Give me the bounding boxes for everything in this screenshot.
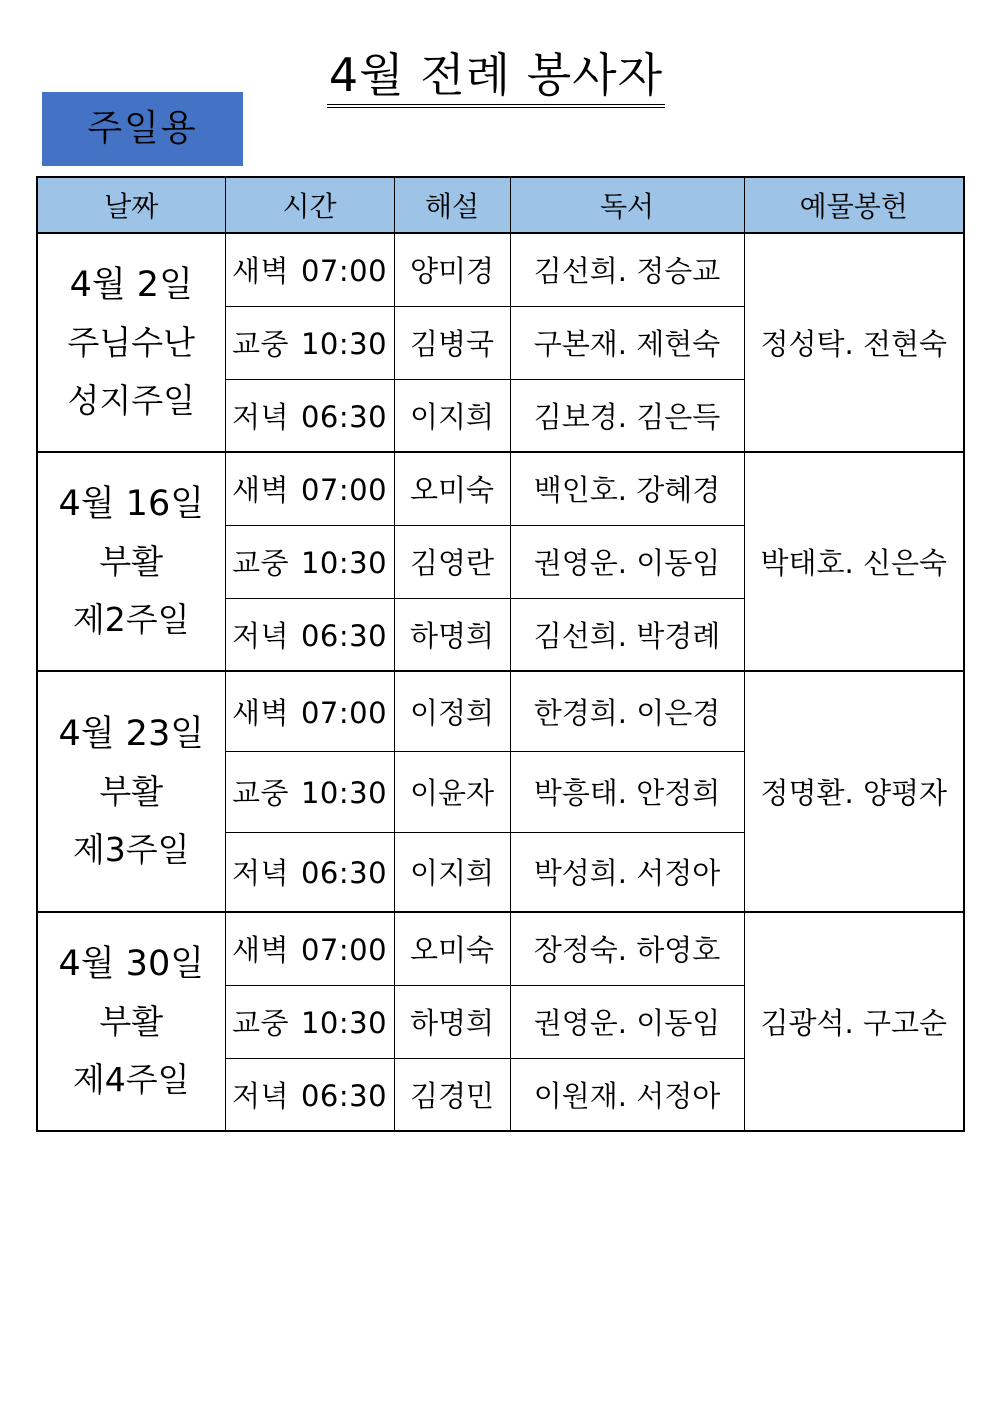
readers-cell: 권영운. 이동임 bbox=[510, 985, 744, 1058]
time-cell bbox=[225, 233, 394, 306]
time-cell bbox=[225, 912, 394, 985]
time-slot: 교중 bbox=[231, 1006, 289, 1040]
commentator-cell: 하명희 bbox=[394, 985, 510, 1058]
time-slot: 교중 bbox=[231, 327, 289, 361]
readers-cell: 박흥태. 안정희 bbox=[510, 751, 744, 832]
readers-cell: 백인호. 강혜경 bbox=[510, 452, 744, 525]
header-date: 날짜 bbox=[37, 177, 225, 233]
time-value: 10:30 bbox=[300, 327, 388, 361]
readers-cell: 김선희. 박경례 bbox=[510, 598, 744, 671]
page-title-text: 4월 전례 봉사자 bbox=[327, 48, 665, 108]
date-cell bbox=[37, 671, 225, 912]
time-value: 06:30 bbox=[300, 856, 388, 891]
commentator-cell: 이정희 bbox=[394, 671, 510, 751]
commentator-cell: 이지희 bbox=[394, 832, 510, 912]
date-label: 4월 16일 bbox=[58, 483, 205, 524]
time-value: 06:30 bbox=[300, 618, 388, 653]
time-value: 10:30 bbox=[300, 1006, 388, 1040]
commentator-cell: 하명희 bbox=[394, 598, 510, 671]
time-slot: 저녁 bbox=[231, 1078, 289, 1113]
offering-cell: 박태호. 신은숙 bbox=[744, 452, 964, 671]
time-value: 07:00 bbox=[300, 695, 388, 730]
header-row bbox=[37, 177, 964, 233]
header-readers: 독서 bbox=[510, 177, 744, 233]
readers-cell: 구본재. 제현숙 bbox=[510, 306, 744, 379]
date-label: 4월 2일 bbox=[69, 264, 193, 305]
feast-line-2: 제4주일 bbox=[72, 1059, 190, 1099]
time-value: 07:00 bbox=[300, 254, 388, 289]
time-slot: 교중 bbox=[231, 776, 289, 810]
time-value: 06:30 bbox=[300, 1078, 388, 1113]
feast-line-1: 부활 bbox=[99, 771, 164, 811]
time-slot: 새벽 bbox=[231, 473, 289, 508]
commentator-cell: 이윤자 bbox=[394, 751, 510, 832]
date-label: 4월 23일 bbox=[58, 713, 205, 754]
readers-cell: 권영운. 이동임 bbox=[510, 525, 744, 598]
time-slot: 교중 bbox=[231, 546, 289, 580]
commentator-cell: 김경민 bbox=[394, 1058, 510, 1131]
time-cell bbox=[225, 985, 394, 1058]
readers-cell: 박성희. 서정아 bbox=[510, 832, 744, 912]
commentator-cell: 오미숙 bbox=[394, 452, 510, 525]
time-slot: 새벽 bbox=[231, 254, 289, 289]
table-row bbox=[37, 912, 964, 985]
time-cell bbox=[225, 832, 394, 912]
offering-cell: 정명환. 양평자 bbox=[744, 671, 964, 912]
feast-line-2: 제2주일 bbox=[72, 599, 190, 639]
time-value: 07:00 bbox=[300, 933, 388, 968]
table-row bbox=[37, 671, 964, 751]
table-row bbox=[37, 452, 964, 525]
commentator-cell: 양미경 bbox=[394, 233, 510, 306]
feast-line-2: 제3주일 bbox=[72, 829, 190, 869]
readers-cell: 이원재. 서정아 bbox=[510, 1058, 744, 1131]
time-slot: 저녁 bbox=[231, 399, 289, 434]
time-slot: 저녁 bbox=[231, 618, 289, 653]
feast-line-1: 부활 bbox=[99, 541, 164, 581]
date-cell bbox=[37, 452, 225, 671]
time-cell bbox=[225, 525, 394, 598]
commentator-cell: 이지희 bbox=[394, 379, 510, 452]
category-badge: 주일용 bbox=[42, 92, 243, 166]
date-label: 4월 30일 bbox=[58, 943, 205, 984]
offering-cell: 김광석. 구고순 bbox=[744, 912, 964, 1131]
header-commentator: 해설 bbox=[394, 177, 510, 233]
time-cell bbox=[225, 1058, 394, 1131]
header-time: 시간 bbox=[225, 177, 394, 233]
time-value: 10:30 bbox=[300, 776, 388, 810]
commentator-cell: 오미숙 bbox=[394, 912, 510, 985]
time-cell bbox=[225, 306, 394, 379]
header-offering: 예물봉헌 bbox=[744, 177, 964, 233]
time-slot: 저녁 bbox=[231, 856, 289, 891]
liturgy-schedule-table bbox=[36, 176, 965, 1132]
time-cell bbox=[225, 751, 394, 832]
readers-cell: 김보경. 김은득 bbox=[510, 379, 744, 452]
feast-line-1: 부활 bbox=[99, 1001, 164, 1041]
time-value: 06:30 bbox=[300, 399, 388, 434]
time-slot: 새벽 bbox=[231, 933, 289, 968]
date-cell bbox=[37, 233, 225, 452]
time-slot: 새벽 bbox=[231, 695, 289, 730]
readers-cell: 한경희. 이은경 bbox=[510, 671, 744, 751]
time-cell bbox=[225, 452, 394, 525]
feast-line-1: 주님수난 bbox=[67, 322, 195, 362]
time-value: 07:00 bbox=[300, 473, 388, 508]
readers-cell: 김선희. 정승교 bbox=[510, 233, 744, 306]
feast-line-2: 성지주일 bbox=[67, 380, 195, 420]
time-cell bbox=[225, 671, 394, 751]
commentator-cell: 김병국 bbox=[394, 306, 510, 379]
date-cell bbox=[37, 912, 225, 1131]
readers-cell: 장정숙. 하영호 bbox=[510, 912, 744, 985]
offering-cell: 정성탁. 전현숙 bbox=[744, 233, 964, 452]
time-cell bbox=[225, 379, 394, 452]
time-cell bbox=[225, 598, 394, 671]
commentator-cell: 김영란 bbox=[394, 525, 510, 598]
time-value: 10:30 bbox=[300, 546, 388, 580]
table-row bbox=[37, 233, 964, 306]
